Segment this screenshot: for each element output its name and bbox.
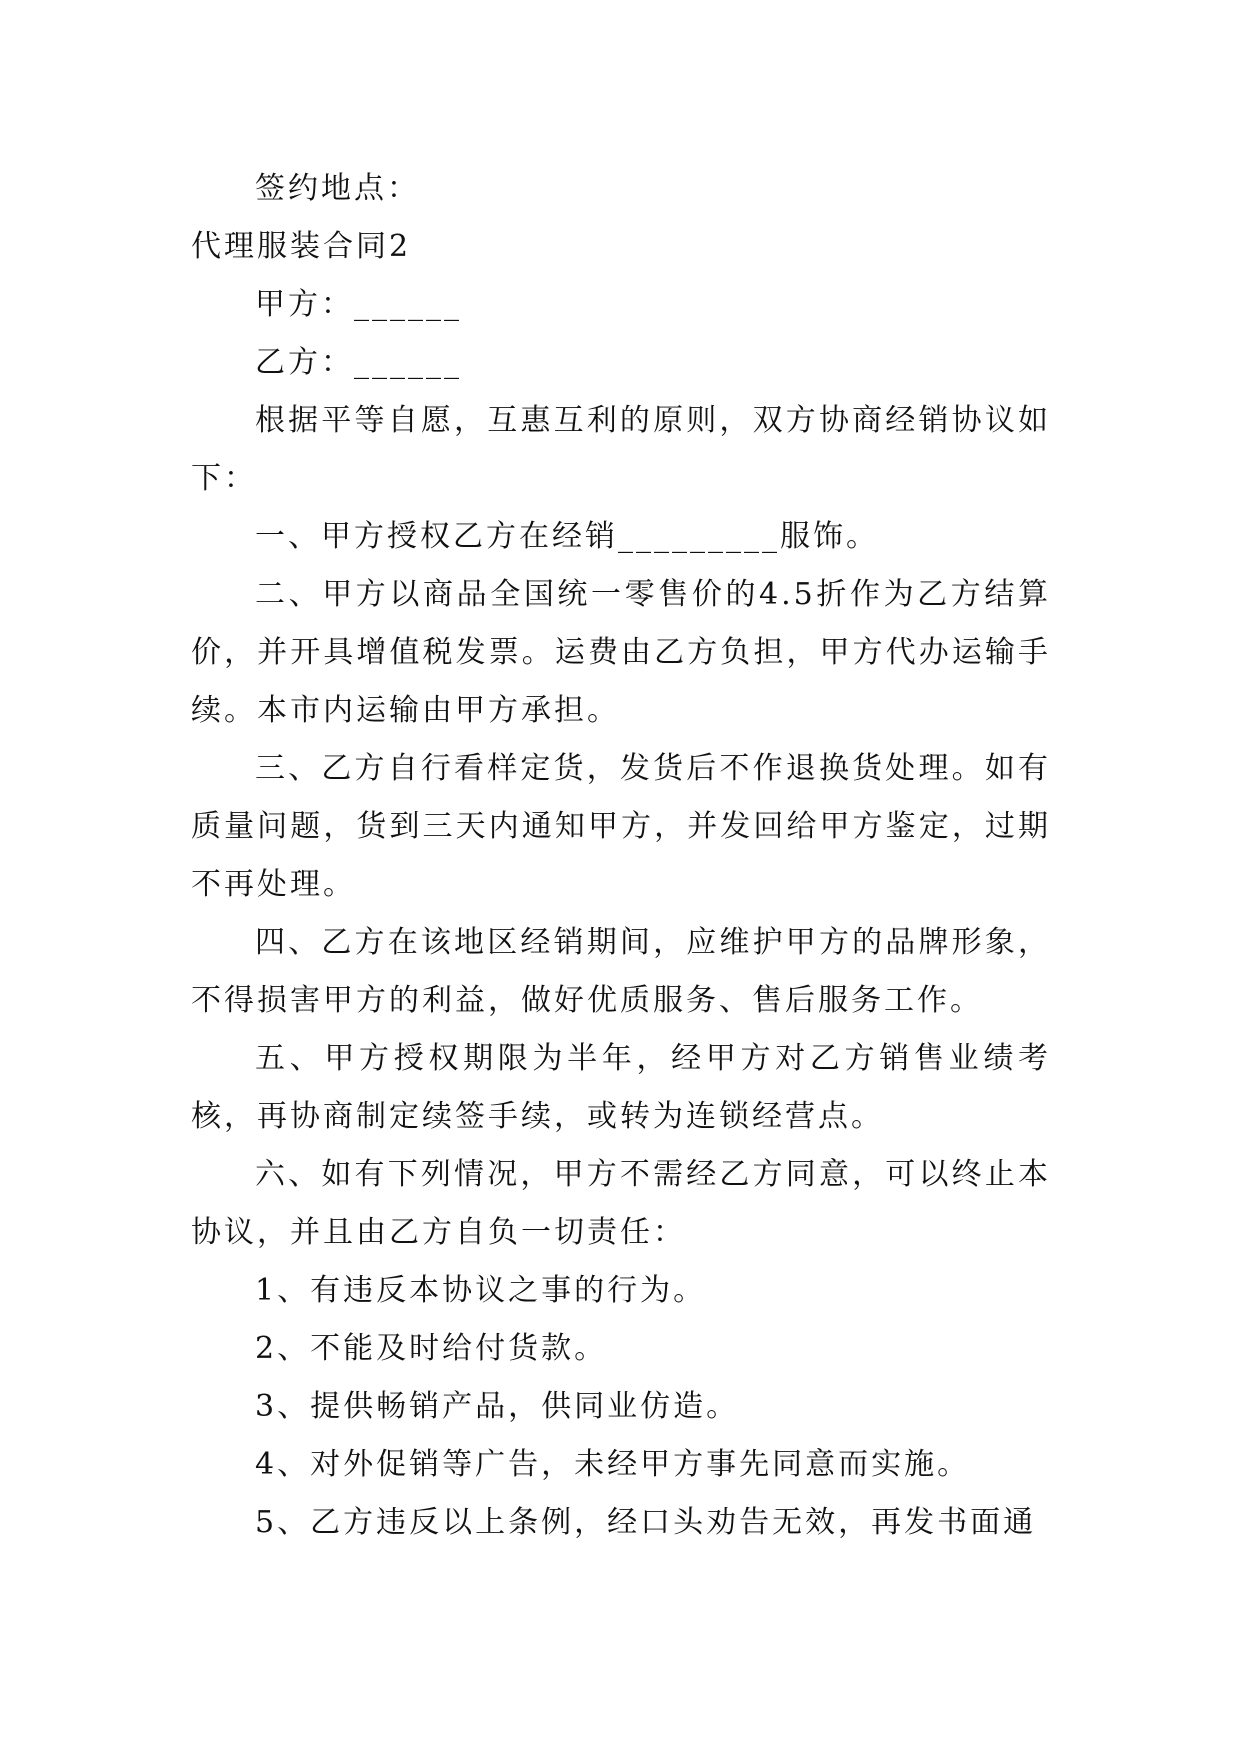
list-item-2: 2、不能及时给付货款。 (255, 1331, 608, 1366)
signing-place-line: 签约地点： (255, 171, 420, 206)
party-a-line: 甲方：______ (255, 287, 462, 322)
list-item-5: 5、乙方违反以上条例，经口头劝告无效，再发书面通 (255, 1505, 1037, 1540)
preamble-paragraph: 根据平等自愿，互惠互利的原则，双方协商经销协议如下： (191, 403, 1051, 496)
clause-1-paragraph: 一、甲方授权乙方在经销_________服饰。 (255, 519, 879, 554)
clause-3-paragraph: 三、乙方自行看样定货，发货后不作退换货处理。如有质量问题，货到三天内通知甲方，并发回给甲方鉴定，过期不再处理。 (191, 751, 1051, 902)
list-item-1: 1、有违反本协议之事的行为。 (255, 1273, 707, 1308)
party-b-line: 乙方：______ (255, 345, 462, 380)
clause-6-paragraph: 六、如有下列情况，甲方不需经乙方同意，可以终止本协议，并且由乙方自负一切责任： (191, 1157, 1051, 1250)
list-item-3: 3、提供畅销产品，供同业仿造。 (255, 1389, 740, 1424)
contract-title: 代理服装合同2 (191, 229, 412, 264)
clause-5-paragraph: 五、甲方授权期限为半年，经甲方对乙方销售业绩考核，再协商制定续签手续，或转为连锁经营点。 (191, 1041, 1051, 1134)
clause-4-paragraph: 四、乙方在该地区经销期间，应维护甲方的品牌形象，不得损害甲方的利益，做好优质服务、售后服务工作。 (191, 925, 1051, 1018)
list-item-4: 4、对外促销等广告，未经甲方事先同意而实施。 (255, 1447, 971, 1482)
contract-body (191, 160, 1051, 1552)
clause-2-paragraph: 二、甲方以商品全国统一零售价的4.5折作为乙方结算价，并开具增值税发票。运费由乙方负担，甲方代办运输手续。本市内运输由甲方承担。 (191, 577, 1051, 728)
